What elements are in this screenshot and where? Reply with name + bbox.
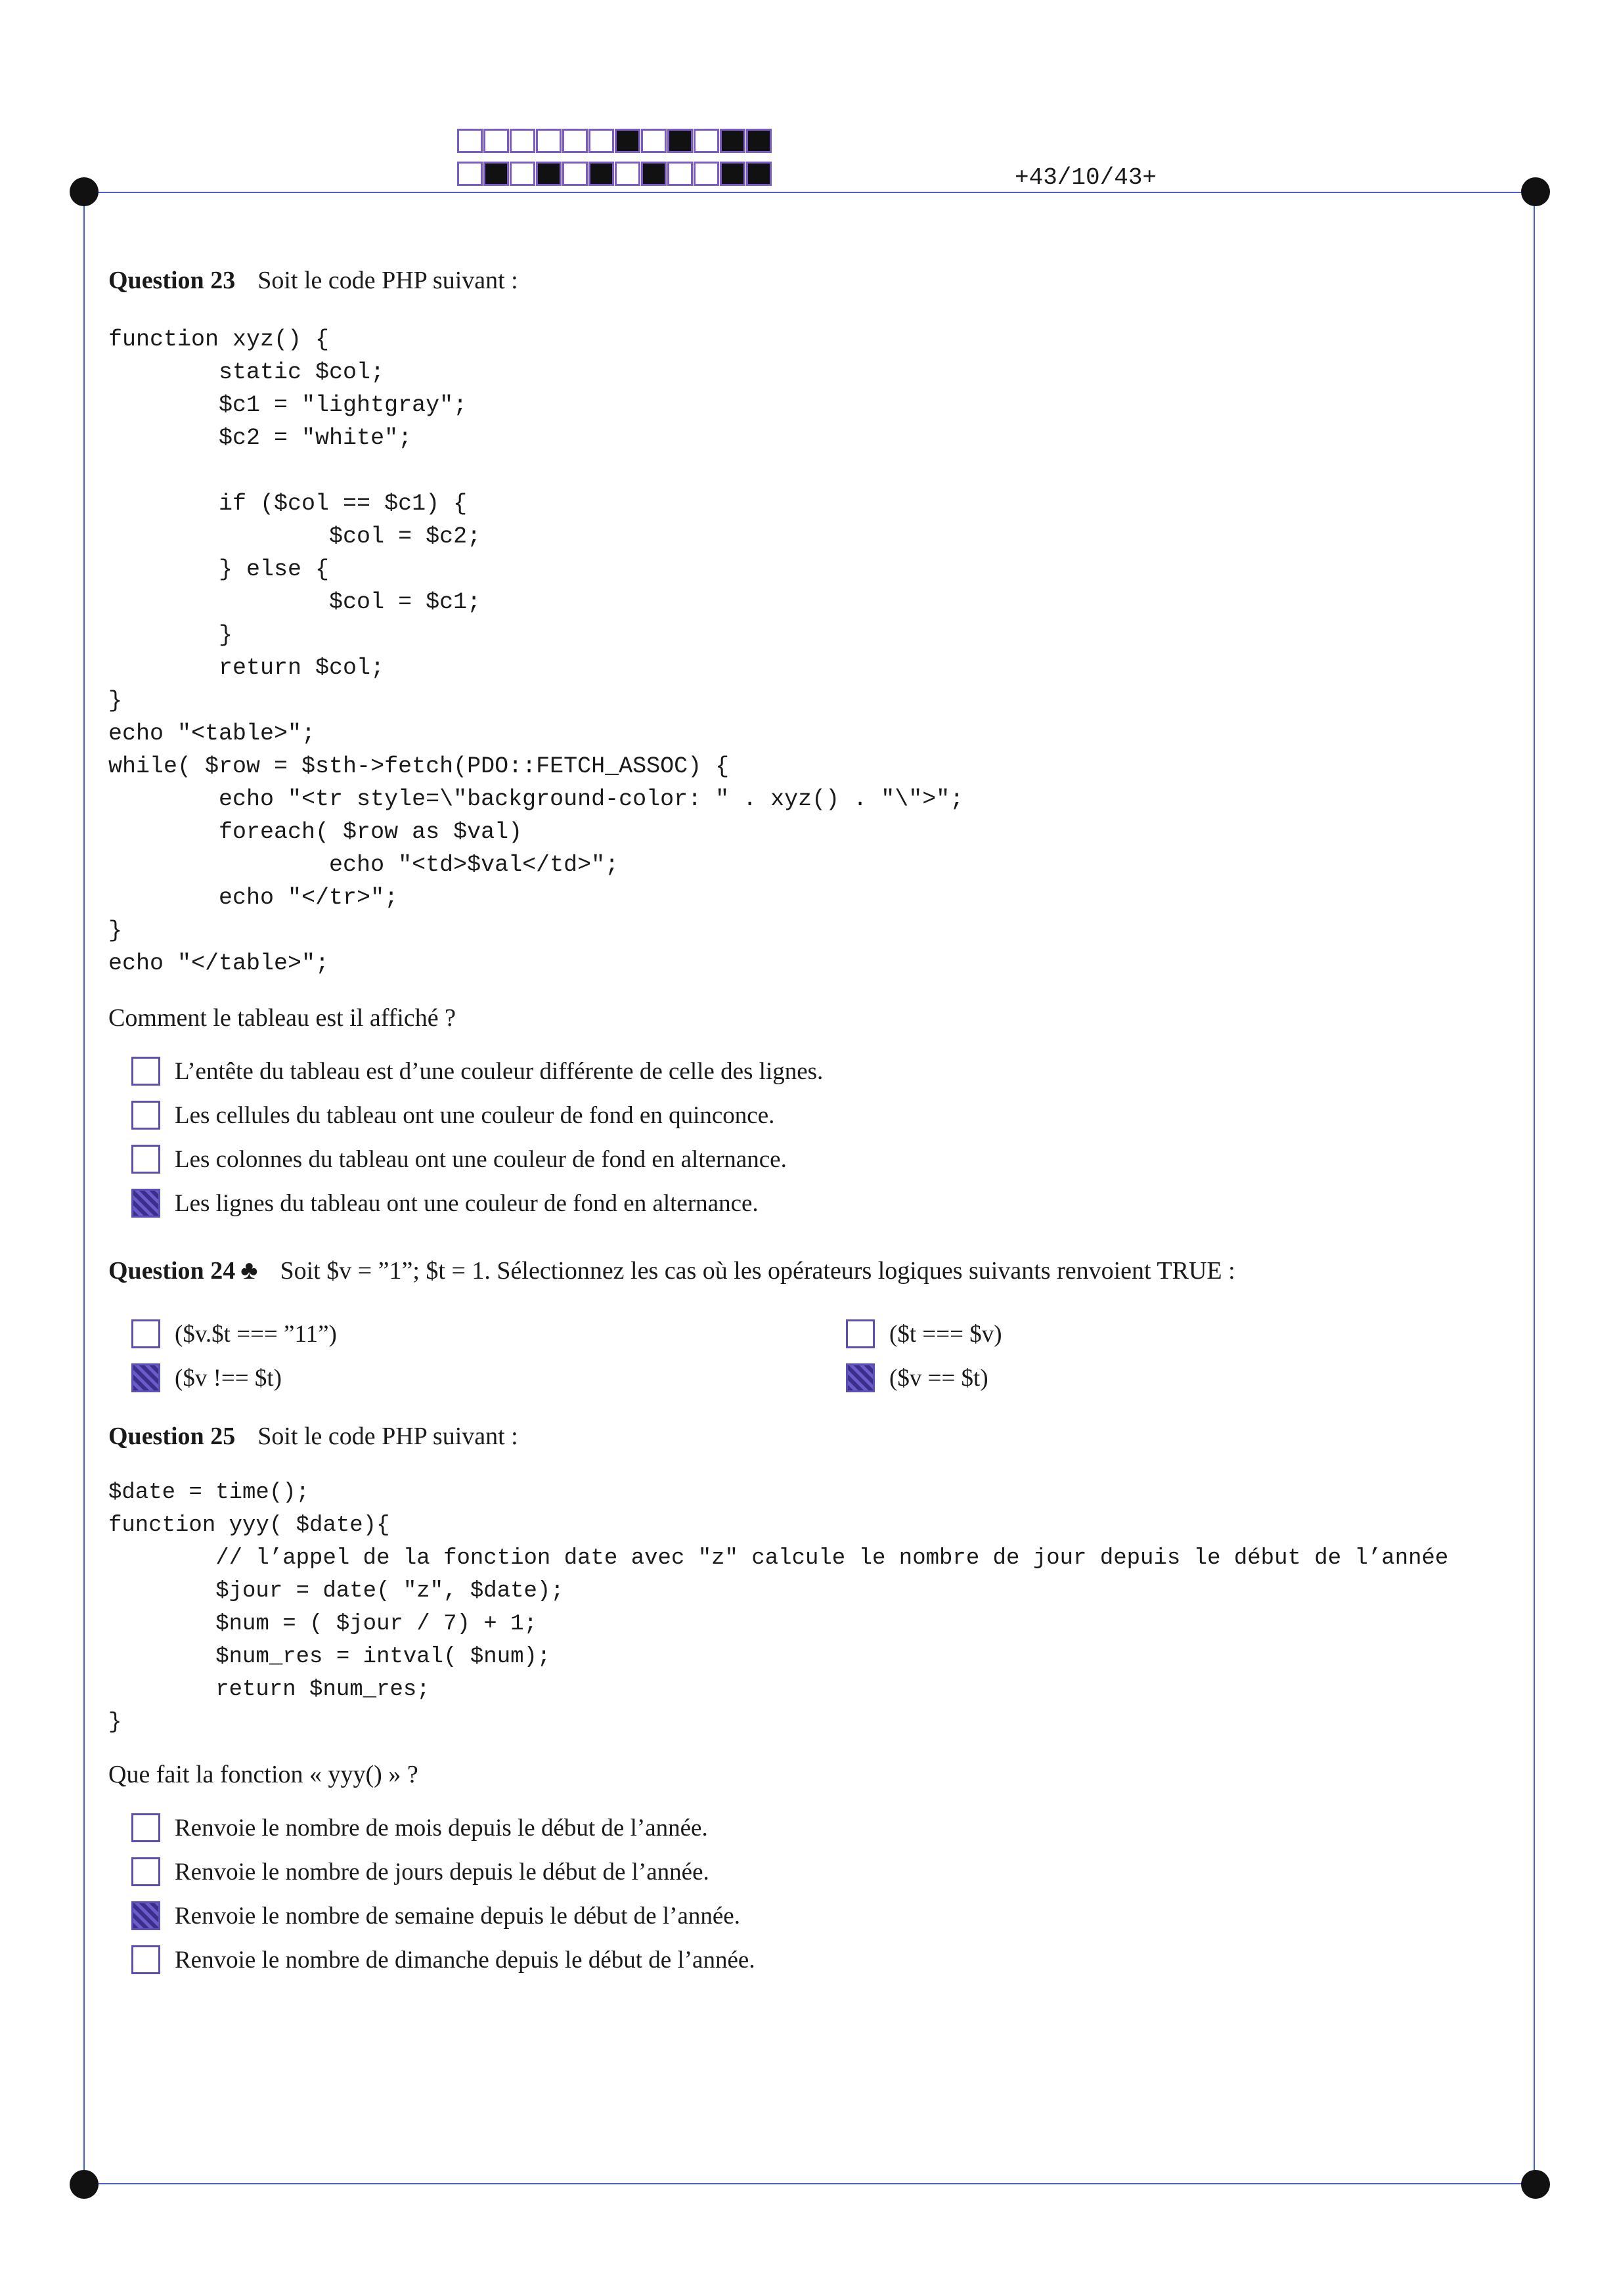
choice-label: Les cellules du tableau ont une couleur de fond en quinconce. (175, 1101, 775, 1129)
q24-choice-4[interactable] (846, 1363, 988, 1392)
barcode-cell (667, 129, 693, 153)
question-24-intro: Soit $v = ”1”; $t = 1. Sélectionnez les cas où les opérateurs logiques suivants renvoient TRUE : (280, 1257, 1235, 1285)
corner-mark-top-left (70, 177, 99, 206)
barcode-cell (483, 162, 509, 186)
q24-choice-2[interactable] (846, 1319, 1002, 1348)
barcode-cell (694, 129, 719, 153)
q23-choice-2[interactable] (131, 1101, 774, 1130)
checkbox[interactable] (131, 1101, 160, 1130)
barcode-cell (457, 162, 483, 186)
question-23-code: function xyz() { static $col; $c1 = "lightgray"; $c2 = "white"; if ($col == $c1) { $col = $c2; } else { $col = $c1; } return $col; } echo "<table>"; while( $row = $sth->fetch(PDO::FETCH_ASSOC) { echo "<tr style=\"background-color: " . xyz() . "\">"; foreach( $row as $val) echo "<td>$val</td>"; echo "</tr>"; } echo "</table>"; (108, 326, 964, 977)
barcode-cell (667, 162, 693, 186)
barcode-top-row (457, 129, 772, 153)
question-23-title: Question 23 (108, 267, 236, 294)
question-25-heading (108, 1422, 518, 1451)
barcode-cell (720, 129, 745, 153)
choice-label: ($v.$t === ”11”) (175, 1320, 337, 1348)
barcode-cell (588, 162, 614, 186)
choice-label: Renvoie le nombre de dimanche depuis le début de l’année. (175, 1946, 755, 1974)
q25-choice-1[interactable] (131, 1813, 708, 1842)
barcode-cell (536, 129, 562, 153)
q23-choice-3[interactable] (131, 1145, 787, 1174)
q24-choice-3[interactable] (131, 1363, 282, 1392)
choice-label: ($v !== $t) (175, 1364, 282, 1392)
corner-mark-bottom-right (1521, 2170, 1550, 2199)
choice-label: Renvoie le nombre de semaine depuis le début de l’année. (175, 1902, 740, 1930)
barcode-cell (510, 162, 535, 186)
corner-mark-bottom-left (70, 2170, 99, 2199)
choice-label: Les colonnes du tableau ont une couleur de fond en alternance. (175, 1145, 787, 1173)
question-24-title: Question 24 ♣ (108, 1255, 258, 1285)
barcode-cell (746, 129, 772, 153)
choice-label: Les lignes du tableau ont une couleur de fond en alternance. (175, 1189, 759, 1217)
checkbox[interactable] (846, 1363, 875, 1392)
barcode-cell (694, 162, 719, 186)
checkbox[interactable] (131, 1189, 160, 1218)
choice-label: L’entête du tableau est d’une couleur différente de celle des lignes. (175, 1057, 824, 1085)
question-23-prompt: Comment le tableau est il affiché ? (108, 1004, 456, 1032)
q23-choice-1[interactable] (131, 1057, 823, 1086)
choice-label: ($t === $v) (889, 1320, 1002, 1348)
corner-mark-top-right (1521, 177, 1550, 206)
question-25-intro: Soit le code PHP suivant : (257, 1423, 518, 1450)
page-code: +43/10/43+ (1015, 164, 1157, 191)
barcode-cell (562, 129, 588, 153)
barcode-cell (510, 129, 535, 153)
checkbox[interactable] (131, 1319, 160, 1348)
q23-choice-4[interactable] (131, 1189, 759, 1218)
checkbox[interactable] (131, 1901, 160, 1930)
barcode-cell (536, 162, 562, 186)
checkbox[interactable] (131, 1145, 160, 1174)
checkbox[interactable] (131, 1945, 160, 1974)
barcode-cell (457, 129, 483, 153)
barcode-cell (562, 162, 588, 186)
q25-choice-2[interactable] (131, 1857, 709, 1886)
q25-choice-4[interactable] (131, 1945, 755, 1974)
question-25-code: $date = time(); function yyy( $date){ // l’appel de la fonction date avec "z" calcule le nombre de jour depuis le début de l’année $jour = date( "z", $date); $num = ( $jour / 7) + 1; $num_res = intval( $num); return $num_res; } (108, 1480, 1449, 1735)
choice-label: ($v == $t) (889, 1364, 988, 1392)
question-23-intro: Soit le code PHP suivant : (257, 267, 518, 294)
barcode-bottom-row (457, 162, 772, 186)
checkbox[interactable] (131, 1857, 160, 1886)
club-icon: ♣ (240, 1255, 258, 1285)
q24-choice-1[interactable] (131, 1319, 337, 1348)
barcode-cell (641, 129, 667, 153)
checkbox[interactable] (131, 1813, 160, 1842)
question-24-heading (108, 1254, 1235, 1285)
barcode-cell (483, 129, 509, 153)
checkbox[interactable] (846, 1319, 875, 1348)
barcode-cell (615, 129, 640, 153)
choice-label: Renvoie le nombre de jours depuis le début de l’année. (175, 1858, 709, 1886)
choice-label: Renvoie le nombre de mois depuis le début de l’année. (175, 1814, 708, 1842)
q25-choice-3[interactable] (131, 1901, 740, 1930)
barcode-cell (641, 162, 667, 186)
barcode-cell (588, 129, 614, 153)
question-25-prompt: Que fait la fonction « yyy() » ? (108, 1761, 418, 1788)
checkbox[interactable] (131, 1057, 160, 1086)
barcode-cell (746, 162, 772, 186)
question-23-heading (108, 266, 518, 295)
question-25-title: Question 25 (108, 1423, 236, 1450)
checkbox[interactable] (131, 1363, 160, 1392)
barcode-cell (720, 162, 745, 186)
barcode-cell (615, 162, 640, 186)
